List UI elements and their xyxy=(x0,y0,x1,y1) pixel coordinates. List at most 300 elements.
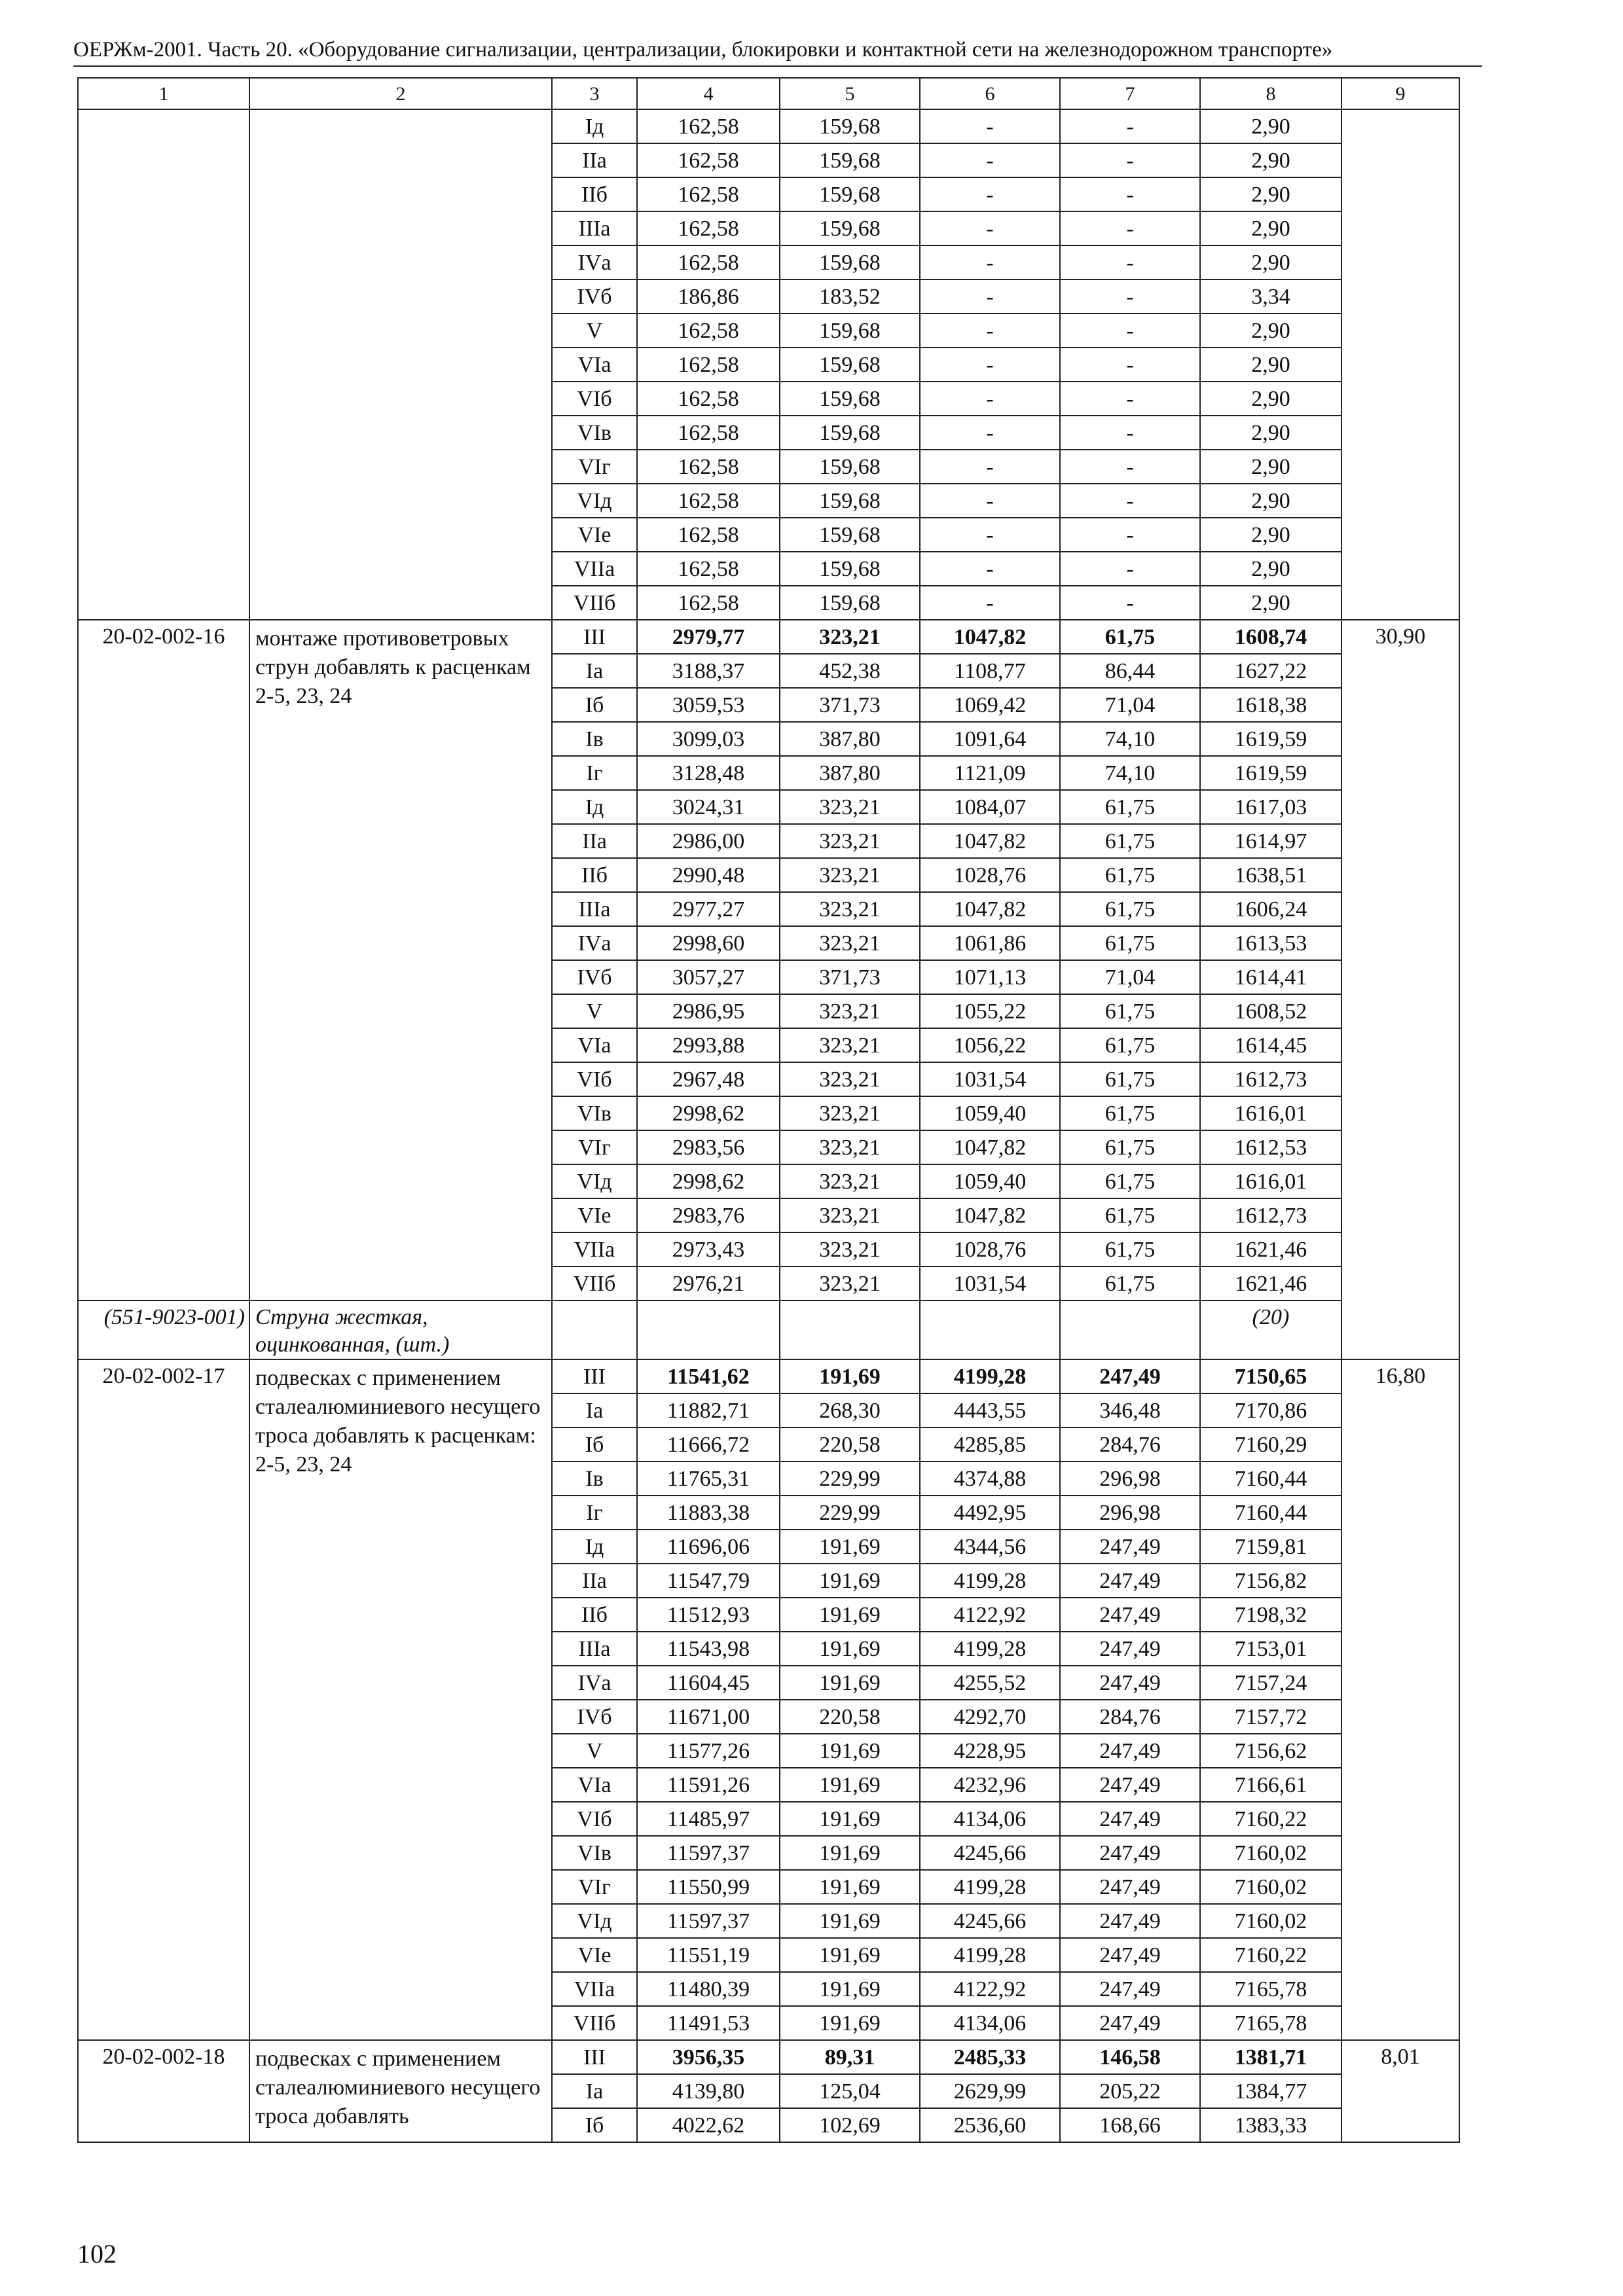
zone-cell: VIIа xyxy=(552,552,637,586)
zone-cell: VIа xyxy=(552,1768,637,1802)
value-cell: 7157,72 xyxy=(1200,1700,1341,1734)
value-cell: 247,49 xyxy=(1060,1530,1200,1564)
value-cell: 146,58 xyxy=(1060,2040,1200,2074)
value-cell: 159,68 xyxy=(780,552,920,586)
zone-cell: Iв xyxy=(552,722,637,756)
table-row xyxy=(78,109,1459,143)
material-code: (551-9023-001) xyxy=(78,1300,249,1359)
value-cell: 191,69 xyxy=(780,1938,920,1972)
value-cell: 247,49 xyxy=(1060,1359,1200,1393)
value-cell: 3057,27 xyxy=(637,960,780,994)
value-cell: 1619,59 xyxy=(1200,722,1341,756)
value-cell: 323,21 xyxy=(780,858,920,892)
value-cell: 11547,79 xyxy=(637,1564,780,1598)
zone-cell: Iа xyxy=(552,654,637,688)
value-cell: 2,90 xyxy=(1200,314,1341,348)
value-cell: 102,69 xyxy=(780,2108,920,2142)
value-cell: 2967,48 xyxy=(637,1062,780,1096)
value-cell: - xyxy=(920,211,1060,245)
rate-description: монтаже противоветровых струн добавлять к расценкам 2-5, 23, 24 xyxy=(249,620,552,1300)
value-cell: 323,21 xyxy=(780,892,920,926)
value-cell: 2976,21 xyxy=(637,1266,780,1300)
value-cell: 371,73 xyxy=(780,688,920,722)
value-cell: 247,49 xyxy=(1060,1768,1200,1802)
value-cell: 284,76 xyxy=(1060,1427,1200,1462)
value-cell: 61,75 xyxy=(1060,1198,1200,1232)
value-cell: 7165,78 xyxy=(1200,2006,1341,2040)
value-cell: - xyxy=(1060,416,1200,450)
value-cell: - xyxy=(920,348,1060,382)
value-cell: 4199,28 xyxy=(920,1938,1060,1972)
value-cell: 61,75 xyxy=(1060,824,1200,858)
value-cell: 11597,37 xyxy=(637,1904,780,1938)
value-cell: 7160,22 xyxy=(1200,1938,1341,1972)
value-cell: - xyxy=(1060,143,1200,177)
value-cell: 323,21 xyxy=(780,1164,920,1198)
zone-cell: VIв xyxy=(552,1836,637,1870)
rates-table-body xyxy=(78,78,1459,2142)
col9-value: 30,90 xyxy=(1341,620,1459,1359)
value-cell: - xyxy=(1060,211,1200,245)
value-cell: 4292,70 xyxy=(920,1700,1060,1734)
value-cell: 2,90 xyxy=(1200,245,1341,279)
value-cell: 4122,92 xyxy=(920,1598,1060,1632)
value-cell: - xyxy=(1060,279,1200,314)
value-cell: 1618,38 xyxy=(1200,688,1341,722)
value-cell: 1627,22 xyxy=(1200,654,1341,688)
value-cell: 4022,62 xyxy=(637,2108,780,2142)
value-cell: 159,68 xyxy=(780,143,920,177)
value-cell: 2973,43 xyxy=(637,1232,780,1266)
zone-cell: VIб xyxy=(552,1062,637,1096)
table-row xyxy=(78,2040,1459,2074)
value-cell: 7170,86 xyxy=(1200,1393,1341,1427)
value-cell: 11485,97 xyxy=(637,1802,780,1836)
value-cell: 7156,62 xyxy=(1200,1734,1341,1768)
value-cell: 323,21 xyxy=(780,1130,920,1164)
value-cell: 159,68 xyxy=(780,484,920,518)
value-cell: 2986,95 xyxy=(637,994,780,1028)
value-cell: 1617,03 xyxy=(1200,790,1341,824)
value-cell: 162,58 xyxy=(637,518,780,552)
value-cell: 2,90 xyxy=(1200,177,1341,211)
value-cell: 247,49 xyxy=(1060,1802,1200,1836)
value-cell: 191,69 xyxy=(780,1768,920,1802)
value-cell: 2993,88 xyxy=(637,1028,780,1062)
value-cell: - xyxy=(1060,245,1200,279)
value-cell: 3188,37 xyxy=(637,654,780,688)
value-cell: 162,58 xyxy=(637,416,780,450)
empty-cell xyxy=(1060,1300,1200,1359)
value-cell: 7160,29 xyxy=(1200,1427,1341,1462)
value-cell: - xyxy=(1060,109,1200,143)
value-cell: 11577,26 xyxy=(637,1734,780,1768)
material-row xyxy=(78,1300,1459,1359)
rate-code: 20-02-002-16 xyxy=(78,620,249,1300)
value-cell: 7156,82 xyxy=(1200,1564,1341,1598)
value-cell: 89,31 xyxy=(780,2040,920,2074)
value-cell: 7198,32 xyxy=(1200,1598,1341,1632)
value-cell: 371,73 xyxy=(780,960,920,994)
value-cell: 323,21 xyxy=(780,1266,920,1300)
value-cell: 2,90 xyxy=(1200,416,1341,450)
value-cell: 1047,82 xyxy=(920,620,1060,654)
zone-cell: IIб xyxy=(552,177,637,211)
value-cell: 191,69 xyxy=(780,1904,920,1938)
value-cell: 387,80 xyxy=(780,722,920,756)
column-number-header: 7 xyxy=(1060,78,1200,109)
value-cell: 4245,66 xyxy=(920,1836,1060,1870)
value-cell: 1084,07 xyxy=(920,790,1060,824)
value-cell: 61,75 xyxy=(1060,1232,1200,1266)
rate-code: 20-02-002-17 xyxy=(78,1359,249,2040)
value-cell: 1621,46 xyxy=(1200,1266,1341,1300)
value-cell: 2,90 xyxy=(1200,552,1341,586)
value-cell: 1047,82 xyxy=(920,1198,1060,1232)
value-cell: 61,75 xyxy=(1060,1130,1200,1164)
zone-cell: IIб xyxy=(552,1598,637,1632)
value-cell: 2629,99 xyxy=(920,2074,1060,2108)
table-row xyxy=(78,1359,1459,1393)
value-cell: 191,69 xyxy=(780,1598,920,1632)
value-cell: 159,68 xyxy=(780,245,920,279)
value-cell: 247,49 xyxy=(1060,1598,1200,1632)
value-cell: 4199,28 xyxy=(920,1359,1060,1393)
value-cell: 159,68 xyxy=(780,416,920,450)
value-cell: 1613,53 xyxy=(1200,926,1341,960)
value-cell: 162,58 xyxy=(637,552,780,586)
value-cell: 3,34 xyxy=(1200,279,1341,314)
value-cell: 191,69 xyxy=(780,1734,920,1768)
zone-cell: Iд xyxy=(552,790,637,824)
value-cell: 2983,76 xyxy=(637,1198,780,1232)
value-cell: 2,90 xyxy=(1200,586,1341,620)
zone-cell: Iг xyxy=(552,756,637,790)
value-cell: 1614,45 xyxy=(1200,1028,1341,1062)
rates-table xyxy=(77,77,1460,2143)
value-cell: 4255,52 xyxy=(920,1666,1060,1700)
header-rule xyxy=(73,65,1482,67)
value-cell: 1612,53 xyxy=(1200,1130,1341,1164)
value-cell: 1614,41 xyxy=(1200,960,1341,994)
zone-cell: VIг xyxy=(552,1870,637,1904)
value-cell: 159,68 xyxy=(780,211,920,245)
value-cell: 2998,62 xyxy=(637,1096,780,1130)
value-cell: 162,58 xyxy=(637,586,780,620)
value-cell: 247,49 xyxy=(1060,1632,1200,1666)
value-cell: 3956,35 xyxy=(637,2040,780,2074)
value-cell: - xyxy=(920,279,1060,314)
value-cell: 1108,77 xyxy=(920,654,1060,688)
value-cell: 162,58 xyxy=(637,177,780,211)
value-cell: 159,68 xyxy=(780,314,920,348)
value-cell: - xyxy=(920,143,1060,177)
value-cell: - xyxy=(920,586,1060,620)
zone-cell: VIIб xyxy=(552,586,637,620)
value-cell: 1061,86 xyxy=(920,926,1060,960)
value-cell: - xyxy=(920,484,1060,518)
zone-cell: III xyxy=(552,620,637,654)
value-cell: - xyxy=(920,416,1060,450)
col9-value: 16,80 xyxy=(1341,1359,1459,2040)
value-cell: 11604,45 xyxy=(637,1666,780,1700)
zone-cell: V xyxy=(552,994,637,1028)
value-cell: 162,58 xyxy=(637,211,780,245)
column-number-header: 3 xyxy=(552,78,637,109)
zone-cell: IVа xyxy=(552,1666,637,1700)
value-cell: 11765,31 xyxy=(637,1462,780,1496)
value-cell: 7153,01 xyxy=(1200,1632,1341,1666)
zone-cell: IIIа xyxy=(552,1632,637,1666)
zone-cell: IVб xyxy=(552,1700,637,1734)
zone-cell: VIд xyxy=(552,1164,637,1198)
value-cell: 247,49 xyxy=(1060,1836,1200,1870)
value-cell: 162,58 xyxy=(637,450,780,484)
value-cell: 71,04 xyxy=(1060,688,1200,722)
value-cell: 323,21 xyxy=(780,1062,920,1096)
value-cell: 220,58 xyxy=(780,1700,920,1734)
empty-cell xyxy=(552,1300,637,1359)
col9-value: 8,01 xyxy=(1341,2040,1459,2142)
value-cell: 1606,24 xyxy=(1200,892,1341,926)
value-cell: 7159,81 xyxy=(1200,1530,1341,1564)
value-cell: 159,68 xyxy=(780,518,920,552)
rate-code xyxy=(78,109,249,620)
value-cell: 191,69 xyxy=(780,1632,920,1666)
value-cell: 2,90 xyxy=(1200,518,1341,552)
value-cell: 159,68 xyxy=(780,382,920,416)
value-cell: 162,58 xyxy=(637,484,780,518)
rate-description: подвесках с применением сталеалюминиевого несущего троса добавлять xyxy=(249,2040,552,2142)
value-cell: 2536,60 xyxy=(920,2108,1060,2142)
zone-cell: Iг xyxy=(552,1496,637,1530)
zone-cell: IIб xyxy=(552,858,637,892)
value-cell: 323,21 xyxy=(780,1028,920,1062)
value-cell: 11591,26 xyxy=(637,1768,780,1802)
value-cell: 4199,28 xyxy=(920,1564,1060,1598)
value-cell: 452,38 xyxy=(780,654,920,688)
value-cell: 1384,77 xyxy=(1200,2074,1341,2108)
value-cell: 183,52 xyxy=(780,279,920,314)
value-cell: 11512,93 xyxy=(637,1598,780,1632)
zone-cell: VIIа xyxy=(552,1232,637,1266)
value-cell: 71,04 xyxy=(1060,960,1200,994)
value-cell: 1028,76 xyxy=(920,858,1060,892)
value-cell: - xyxy=(1060,314,1200,348)
value-cell: 11597,37 xyxy=(637,1836,780,1870)
value-cell: 4134,06 xyxy=(920,1802,1060,1836)
material-quantity: (20) xyxy=(1200,1300,1341,1359)
zone-cell: Iд xyxy=(552,109,637,143)
zone-cell: VIIб xyxy=(552,2006,637,2040)
column-number-header: 4 xyxy=(637,78,780,109)
value-cell: 296,98 xyxy=(1060,1462,1200,1496)
value-cell: 4228,95 xyxy=(920,1734,1060,1768)
value-cell: 2983,56 xyxy=(637,1130,780,1164)
value-cell: 159,68 xyxy=(780,450,920,484)
value-cell: 1381,71 xyxy=(1200,2040,1341,2074)
value-cell: - xyxy=(1060,450,1200,484)
value-cell: 247,49 xyxy=(1060,1972,1200,2006)
value-cell: 61,75 xyxy=(1060,1062,1200,1096)
value-cell: 4285,85 xyxy=(920,1427,1060,1462)
value-cell: 7166,61 xyxy=(1200,1768,1341,1802)
value-cell: 159,68 xyxy=(780,348,920,382)
rate-description: подвесках с применением сталеалюминиевого несущего троса добавлять к расценкам: 2-5, 23, 24 xyxy=(249,1359,552,2040)
value-cell: 191,69 xyxy=(780,1666,920,1700)
zone-cell: IIIа xyxy=(552,892,637,926)
value-cell: 191,69 xyxy=(780,1836,920,1870)
value-cell: 1059,40 xyxy=(920,1164,1060,1198)
value-cell: 268,30 xyxy=(780,1393,920,1427)
zone-cell: IIа xyxy=(552,143,637,177)
value-cell: 7160,44 xyxy=(1200,1462,1341,1496)
value-cell: 162,58 xyxy=(637,143,780,177)
value-cell: 1069,42 xyxy=(920,688,1060,722)
value-cell: 86,44 xyxy=(1060,654,1200,688)
value-cell: 2,90 xyxy=(1200,382,1341,416)
value-cell: 74,10 xyxy=(1060,722,1200,756)
value-cell: 1612,73 xyxy=(1200,1062,1341,1096)
value-cell: 3128,48 xyxy=(637,756,780,790)
zone-cell: VIе xyxy=(552,518,637,552)
rate-description xyxy=(249,109,552,620)
zone-cell: VIIб xyxy=(552,1266,637,1300)
value-cell: 186,86 xyxy=(637,279,780,314)
value-cell: 2,90 xyxy=(1200,348,1341,382)
value-cell: - xyxy=(1060,586,1200,620)
value-cell: 4199,28 xyxy=(920,1870,1060,1904)
value-cell: 7160,02 xyxy=(1200,1836,1341,1870)
value-cell: 4199,28 xyxy=(920,1632,1060,1666)
value-cell: 1059,40 xyxy=(920,1096,1060,1130)
value-cell: 61,75 xyxy=(1060,620,1200,654)
zone-cell: IIIа xyxy=(552,211,637,245)
empty-cell xyxy=(780,1300,920,1359)
zone-cell: Iб xyxy=(552,2108,637,2142)
value-cell: 2,90 xyxy=(1200,450,1341,484)
value-cell: 1616,01 xyxy=(1200,1164,1341,1198)
value-cell: 1614,97 xyxy=(1200,824,1341,858)
zone-cell: V xyxy=(552,1734,637,1768)
value-cell: 4122,92 xyxy=(920,1972,1060,2006)
value-cell: 1608,74 xyxy=(1200,620,1341,654)
value-cell: 3099,03 xyxy=(637,722,780,756)
value-cell: 162,58 xyxy=(637,314,780,348)
value-cell: 4443,55 xyxy=(920,1393,1060,1427)
zone-cell: Iб xyxy=(552,688,637,722)
value-cell: 61,75 xyxy=(1060,1164,1200,1198)
value-cell: 61,75 xyxy=(1060,1266,1200,1300)
value-cell: 229,99 xyxy=(780,1496,920,1530)
value-cell: 159,68 xyxy=(780,586,920,620)
value-cell: 229,99 xyxy=(780,1462,920,1496)
rates-table-container xyxy=(77,77,1460,2143)
empty-cell xyxy=(920,1300,1060,1359)
zone-cell: VIг xyxy=(552,1130,637,1164)
zone-cell: VIв xyxy=(552,1096,637,1130)
zone-cell: III xyxy=(552,2040,637,2074)
column-number-header: 2 xyxy=(249,78,552,109)
value-cell: 191,69 xyxy=(780,1802,920,1836)
zone-cell: VIг xyxy=(552,450,637,484)
zone-cell: Iд xyxy=(552,1530,637,1564)
value-cell: 1638,51 xyxy=(1200,858,1341,892)
zone-cell: Iа xyxy=(552,1393,637,1427)
value-cell: 1028,76 xyxy=(920,1232,1060,1266)
value-cell: 247,49 xyxy=(1060,1734,1200,1768)
value-cell: - xyxy=(1060,518,1200,552)
value-cell: 247,49 xyxy=(1060,1938,1200,1972)
value-cell: 1047,82 xyxy=(920,892,1060,926)
zone-cell: VIе xyxy=(552,1938,637,1972)
value-cell: 7160,02 xyxy=(1200,1870,1341,1904)
value-cell: 191,69 xyxy=(780,1359,920,1393)
value-cell: 11882,71 xyxy=(637,1393,780,1427)
value-cell: - xyxy=(920,177,1060,211)
column-number-header: 6 xyxy=(920,78,1060,109)
value-cell: 191,69 xyxy=(780,1564,920,1598)
zone-cell: VIа xyxy=(552,348,637,382)
zone-cell: Iв xyxy=(552,1462,637,1496)
value-cell: 2998,62 xyxy=(637,1164,780,1198)
value-cell: - xyxy=(920,450,1060,484)
value-cell: 1383,33 xyxy=(1200,2108,1341,2142)
rate-code: 20-02-002-18 xyxy=(78,2040,249,2142)
value-cell: 2979,77 xyxy=(637,620,780,654)
zone-cell: VIв xyxy=(552,416,637,450)
zone-cell: Iа xyxy=(552,2074,637,2108)
value-cell: 247,49 xyxy=(1060,1870,1200,1904)
value-cell: 1612,73 xyxy=(1200,1198,1341,1232)
value-cell: 4374,88 xyxy=(920,1462,1060,1496)
value-cell: 191,69 xyxy=(780,1870,920,1904)
value-cell: 284,76 xyxy=(1060,1700,1200,1734)
value-cell: 11883,38 xyxy=(637,1496,780,1530)
value-cell: 61,75 xyxy=(1060,994,1200,1028)
value-cell: 1047,82 xyxy=(920,824,1060,858)
value-cell: 11551,19 xyxy=(637,1938,780,1972)
value-cell: 1616,01 xyxy=(1200,1096,1341,1130)
value-cell: 1031,54 xyxy=(920,1062,1060,1096)
column-number-header: 9 xyxy=(1341,78,1459,109)
column-number-header: 5 xyxy=(780,78,920,109)
value-cell: 387,80 xyxy=(780,756,920,790)
zone-cell: V xyxy=(552,314,637,348)
column-number-header: 8 xyxy=(1200,78,1341,109)
value-cell: 162,58 xyxy=(637,245,780,279)
zone-cell: III xyxy=(552,1359,637,1393)
value-cell: 2990,48 xyxy=(637,858,780,892)
value-cell: 11541,62 xyxy=(637,1359,780,1393)
value-cell: 162,58 xyxy=(637,109,780,143)
value-cell: - xyxy=(920,314,1060,348)
value-cell: 2,90 xyxy=(1200,109,1341,143)
value-cell: 323,21 xyxy=(780,824,920,858)
value-cell: 323,21 xyxy=(780,926,920,960)
value-cell: 2,90 xyxy=(1200,484,1341,518)
value-cell: 7165,78 xyxy=(1200,1972,1341,2006)
value-cell: 346,48 xyxy=(1060,1393,1200,1427)
zone-cell: IVб xyxy=(552,960,637,994)
value-cell: 323,21 xyxy=(780,1232,920,1266)
value-cell: - xyxy=(920,245,1060,279)
value-cell: 2977,27 xyxy=(637,892,780,926)
value-cell: 1121,09 xyxy=(920,756,1060,790)
value-cell: 159,68 xyxy=(780,177,920,211)
value-cell: 247,49 xyxy=(1060,2006,1200,2040)
value-cell: 7157,24 xyxy=(1200,1666,1341,1700)
